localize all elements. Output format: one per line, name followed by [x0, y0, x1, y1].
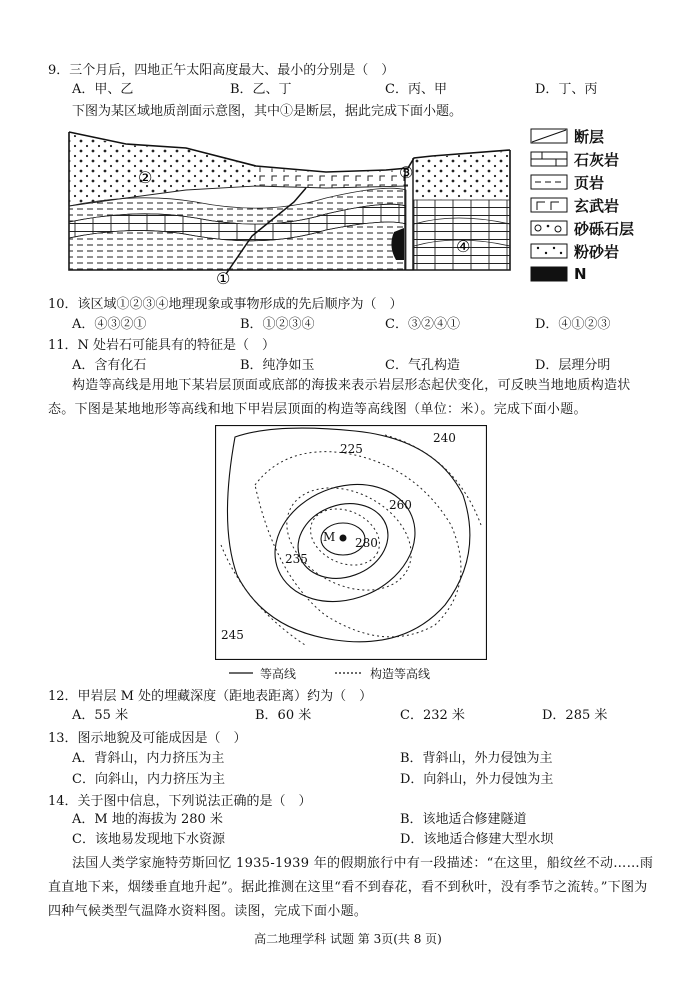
contour-label-235: 235 — [285, 552, 308, 566]
fault-symbol-icon — [530, 128, 568, 144]
q10-stem: 10．该区域①②③④地理现象或事物形成的先后顺序为（ ） — [48, 297, 403, 312]
q11-option-d: D．层理分明 — [535, 358, 611, 373]
legend-label: 页岩 — [574, 173, 605, 192]
label-3: ③ — [399, 163, 414, 182]
q10-option-b: B．①②③④ — [240, 317, 315, 332]
n-rock-symbol-icon — [530, 266, 568, 282]
legend-gravel — [530, 217, 634, 239]
contour-label-225: 225 — [340, 442, 363, 456]
label-2: ② — [138, 168, 153, 187]
q14-option-c: C．该地易发现地下水资源 — [72, 832, 225, 847]
legend-limestone — [530, 148, 619, 170]
legend-label: 玄武岩 — [574, 196, 620, 215]
geology-cross-section — [66, 128, 518, 286]
q11-option-a: A．含有化石 — [72, 358, 147, 373]
legend-label: 粉砂岩 — [574, 242, 620, 261]
q10-option-d: D．④①②③ — [535, 317, 611, 332]
basalt-symbol-icon — [530, 197, 568, 213]
legend-label: 石灰岩 — [574, 150, 620, 169]
shale-symbol-icon — [530, 174, 568, 190]
q12-stem: 12．甲岩层 M 处的埋藏深度（距地表距离）约为（ ） — [48, 689, 373, 704]
label-1: ① — [216, 269, 231, 286]
q9-stem: 9．三个月后，四地正午太阳高度最大、最小的分别是（ ） — [48, 63, 395, 78]
q14-stem: 14．关于图中信息，下列说法正确的是（ ） — [48, 794, 312, 809]
geology-legend — [530, 125, 680, 290]
climate-intro: 法国人类学家施特劳斯回忆 1935-1939 年的假期旅行中有一段描述：“在这里，船纹丝不动……雨直直地下来，烟缕垂直地升起”。据此推测在这里“看不到春花，看不到秋叶，没有季节之流转。”下图为四种气候类型气温降水资料图。读图，完成下面小题。 — [48, 856, 654, 919]
q10-option-c: C．③②④① — [385, 317, 460, 332]
gravel-symbol-icon — [530, 220, 568, 236]
q13-stem: 13．图示地貌及可能成因是（ ） — [48, 731, 247, 746]
q14-option-d: D．该地适合修建大型水坝 — [400, 832, 554, 847]
contour-label-245: 245 — [221, 628, 244, 642]
contour-intro: 构造等高线是用地下某岩层顶面或底部的海拔来表示岩层形态起伏变化，可反映当地地质构造状态。下图是某地地形等高线和地下甲岩层顶面的构造等高线图（单位：米）。完成下面小题。 — [48, 378, 631, 417]
legend-siltstone — [530, 240, 619, 262]
legend-fault — [530, 125, 604, 147]
q13-option-c: C．向斜山，内力挤压为主 — [72, 772, 225, 787]
q12-option-c: C．232 米 — [400, 708, 465, 723]
q12-option-d: D．285 米 — [542, 708, 608, 723]
legend-solid-label: 等高线 — [260, 666, 297, 681]
q13-option-d: D．向斜山，外力侵蚀为主 — [400, 772, 554, 787]
legend-shale — [530, 171, 604, 193]
q14-option-b: B．该地适合修建隧道 — [400, 812, 527, 827]
q13-option-b: B．背斜山，外力侵蚀为主 — [400, 751, 553, 766]
q12-option-a: A．55 米 — [72, 708, 129, 723]
contour-label-240: 240 — [433, 431, 456, 445]
q13-option-a: A．背斜山，内力挤压为主 — [72, 751, 225, 766]
legend-n-rock — [530, 263, 587, 285]
contour-label-260: 260 — [389, 498, 412, 512]
page-footer: 高二地理学科 试题 第 3页(共 8 页) — [254, 932, 442, 946]
point-m-label: M — [323, 530, 336, 544]
legend-dotted-label: 构造等高线 — [370, 666, 431, 681]
contour-legend — [228, 664, 478, 682]
contour-label-280: 280 — [355, 536, 378, 550]
geology-intro: 下图为某区域地质剖面示意图，其中①是断层，据此完成下面小题。 — [72, 104, 463, 119]
q9-option-b: B．乙、丁 — [230, 82, 292, 97]
q9-option-a: A．甲、乙 — [72, 82, 134, 97]
legend-label: 断层 — [574, 127, 605, 146]
legend-label: 砂砾石层 — [574, 219, 635, 238]
q14-option-a: A．M 地的海拔为 280 米 — [72, 812, 223, 827]
q11-stem: 11．N 处岩石可能具有的特征是（ ） — [48, 338, 276, 353]
contour-map — [215, 425, 487, 660]
dotted-line-icon — [334, 668, 364, 678]
siltstone-symbol-icon — [530, 243, 568, 259]
q9-option-c: C．丙、甲 — [385, 82, 447, 97]
legend-basalt — [530, 194, 619, 216]
q9-option-d: D．丁、丙 — [535, 82, 598, 97]
solid-line-icon — [228, 668, 254, 678]
q11-option-b: B．纯净如玉 — [240, 358, 315, 373]
limestone-symbol-icon — [530, 151, 568, 167]
legend-label: N — [574, 265, 587, 283]
q11-option-c: C．气孔构造 — [385, 358, 460, 373]
label-4: ④ — [456, 237, 471, 256]
q10-option-a: A．④③②① — [72, 317, 147, 332]
q12-option-b: B．60 米 — [255, 708, 312, 723]
